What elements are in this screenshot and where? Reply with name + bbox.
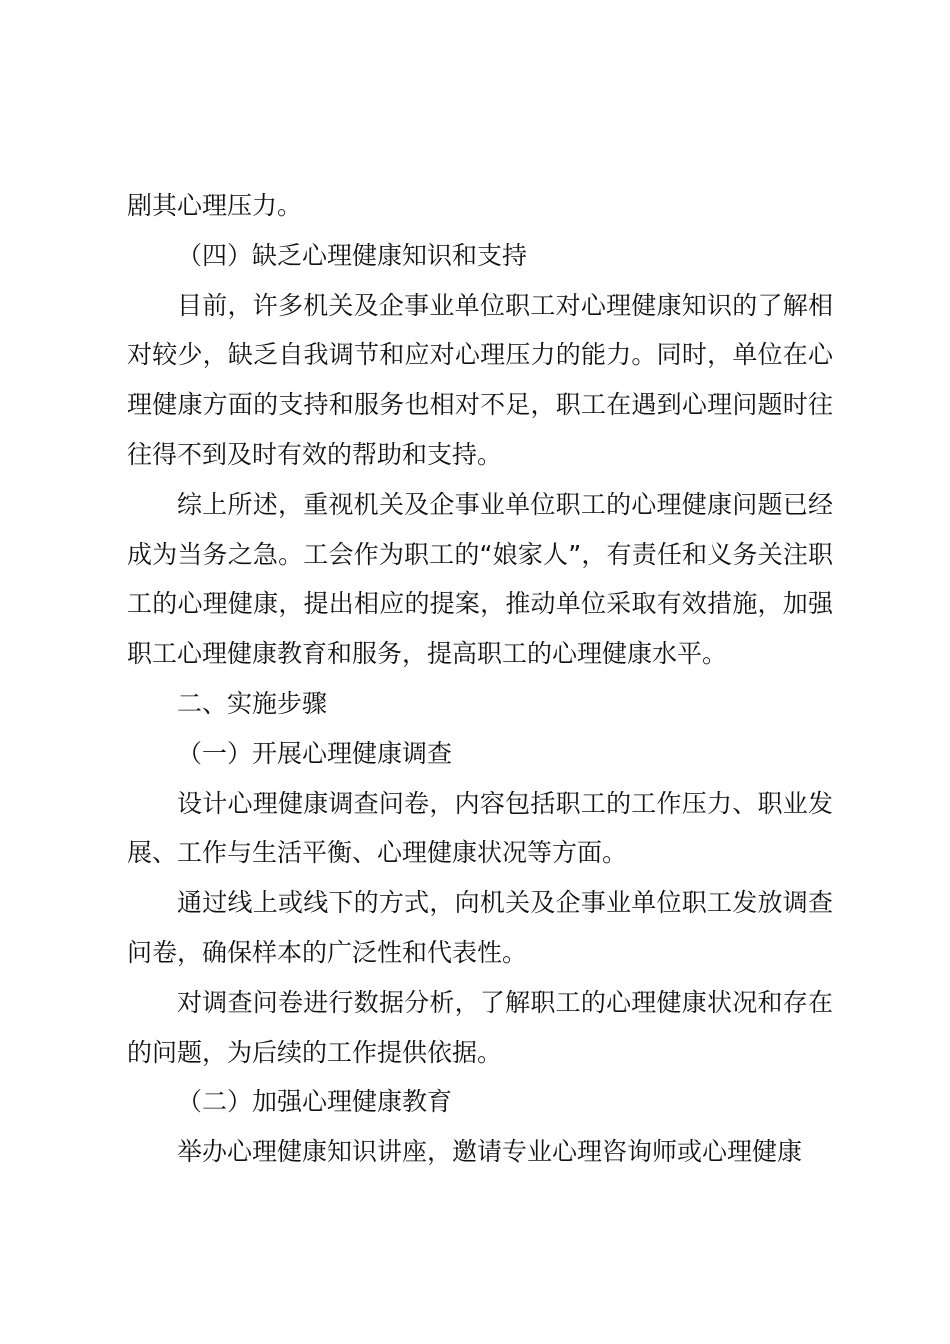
paragraph-survey-distribution: 通过线上或线下的方式，向机关及企事业单位职工发放调查问卷，确保样本的广泛性和代表性。 (127, 888, 833, 967)
subsection-heading-1: （一）开展心理健康调查 (177, 738, 453, 768)
paragraph-summary: 综上所述，重视机关及企事业单位职工的心理健康问题已经成为当务之急。工会作为职工的“娘家人”，有责任和义务关注职工的心理健康，提出相应的提案，推动单位采取有效措施，加强职工心理健康教育和服务，提高职工的心理健康水平。 (127, 489, 833, 669)
section-heading-4: （四）缺乏心理健康知识和支持 (177, 240, 528, 270)
document-page (127, 181, 833, 1177)
paragraph-survey-design: 设计心理健康调查问卷，内容包括职工的工作压力、职业发展、工作与生活平衡、心理健康状况等方面。 (127, 788, 833, 868)
paragraph-survey-analysis: 对调查问卷进行数据分析，了解职工的心理健康状况和存在的问题，为后续的工作提供依据。 (127, 987, 833, 1067)
paragraph-knowledge-support: 目前，许多机关及企事业单位职工对心理健康知识的了解相对较少，缺乏自我调节和应对心理压力的能力。同时，单位在心理健康方面的支持和服务也相对不足，职工在遇到心理问题时往往得不到及时有效的帮助和支持。 (127, 290, 833, 469)
section-heading-implementation: 二、实施步骤 (177, 688, 328, 718)
paragraph-continuation: 剧其心理压力。 (127, 191, 303, 220)
paragraph-lectures: 举办心理健康知识讲座，邀请专业心理咨询师或心理健康 (177, 1137, 803, 1167)
subsection-heading-2: （二）加强心理健康教育 (177, 1087, 453, 1117)
